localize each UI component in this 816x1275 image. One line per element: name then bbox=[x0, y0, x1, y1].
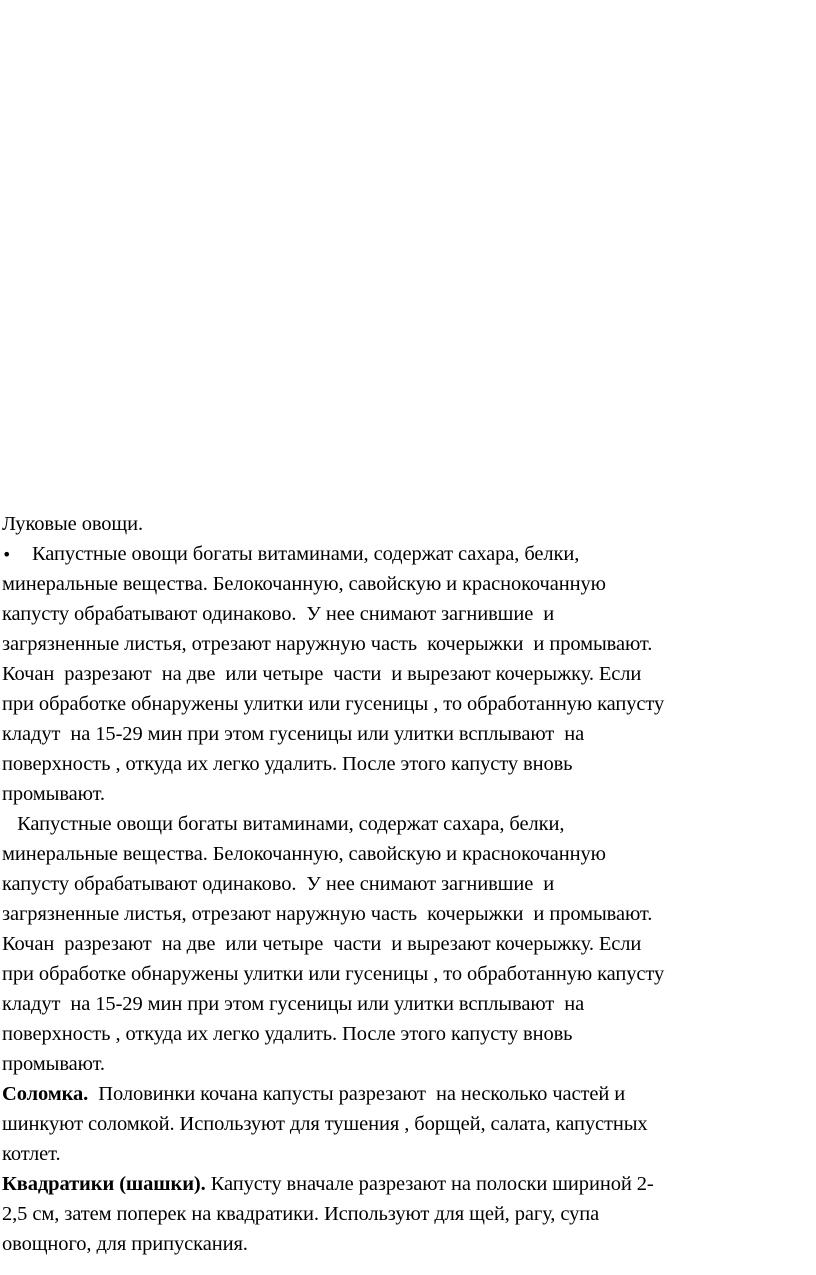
document-text bbox=[2, 509, 808, 1259]
paragraph2-line: загрязненные листья, отрезают наружную часть кочерыжки и промывают. bbox=[2, 903, 653, 925]
paragraph2-line: Кочан разрезают на две или четыре части и вырезают кочерыжку. Если bbox=[2, 933, 642, 955]
paragraph2-line: кладут на 15-29 мин при этом гусеницы или улитки всплывают на bbox=[2, 993, 585, 1015]
bullet-icon: • bbox=[2, 545, 12, 564]
solomka-term: Соломка. bbox=[2, 1083, 89, 1105]
solomka-line bbox=[2, 1079, 808, 1109]
paragraph1-line: минеральные вещества. Белокочанную, савойскую и краснокочанную bbox=[2, 573, 606, 595]
kvadratiki-line bbox=[2, 1169, 808, 1199]
paragraph1-line: капусту обрабатывают одинаково. У нее снимают загнившие и bbox=[2, 603, 555, 625]
paragraph2-line: промывают. bbox=[2, 1053, 105, 1075]
heading-line: Луковые овощи. bbox=[2, 513, 144, 535]
paragraph2-line: Капустные овощи богаты витаминами, содержат сахара, белки, bbox=[2, 813, 565, 835]
paragraph1-line: загрязненные листья, отрезают наружную часть кочерыжки и промывают. bbox=[2, 633, 653, 655]
paragraph2-line: минеральные вещества. Белокочанную, савойскую и краснокочанную bbox=[2, 843, 606, 865]
paragraph1-line: промывают. bbox=[2, 783, 105, 805]
kvadratiki-text: Капусту вначале разрезают на полоски шириной 2- bbox=[205, 1173, 654, 1195]
paragraph1-line: Капустные овощи богаты витаминами, содержат сахара, белки, bbox=[32, 543, 580, 565]
solomka-text: Половинки кочана капусты разрезают на несколько частей и bbox=[88, 1083, 626, 1105]
paragraph2-line: поверхность , откуда их легко удалить. После этого капусту вновь bbox=[2, 1023, 573, 1045]
kvadratiki-line: 2,5 см, затем поперек на квадратики. Используют для щей, рагу, супа bbox=[2, 1203, 600, 1225]
paragraph1-line: при обработке обнаружены улитки или гусеницы , то обработанную капусту bbox=[2, 693, 665, 715]
paragraph2-line: при обработке обнаружены улитки или гусеницы , то обработанную капусту bbox=[2, 963, 665, 985]
paragraph2-line: капусту обрабатывают одинаково. У нее снимают загнившие и bbox=[2, 873, 555, 895]
paragraph1-line: кладут на 15-29 мин при этом гусеницы или улитки всплывают на bbox=[2, 723, 585, 745]
kvadratiki-term: Квадратики (шашки). bbox=[2, 1173, 206, 1195]
paragraph1-line: Кочан разрезают на две или четыре части и вырезают кочерыжку. Если bbox=[2, 663, 642, 685]
kvadratiki-line: овощного, для припускания. bbox=[2, 1233, 248, 1255]
solomka-line: шинкуют соломкой. Используют для тушения , борщей, салата, капустных bbox=[2, 1113, 648, 1135]
paragraph1-line: поверхность , откуда их легко удалить. После этого капусту вновь bbox=[2, 753, 573, 775]
bullet-line bbox=[2, 539, 808, 569]
solomka-line: котлет. bbox=[2, 1143, 61, 1165]
